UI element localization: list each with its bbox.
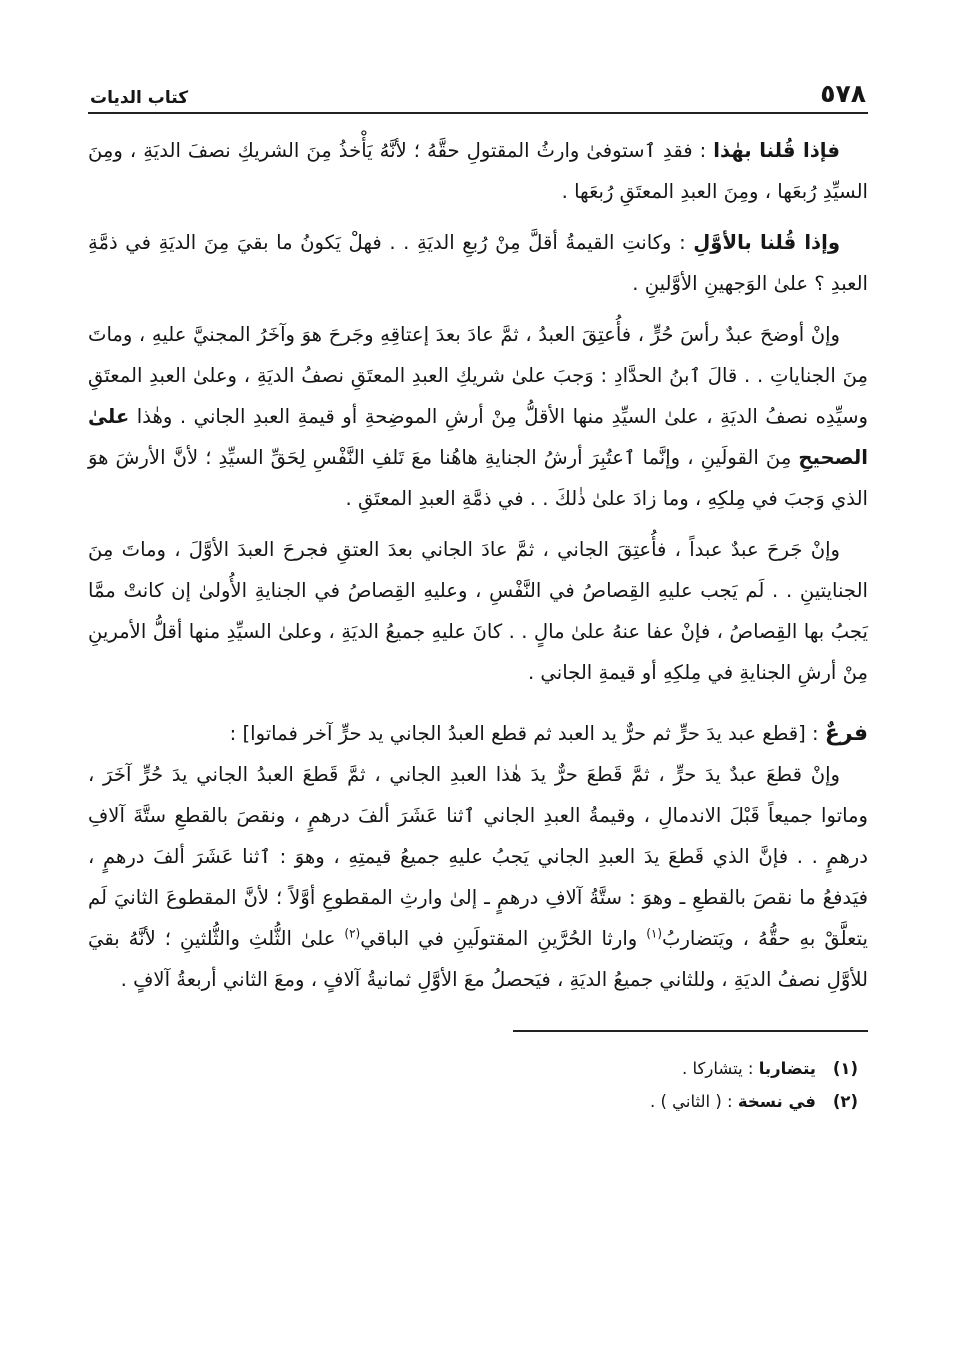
branch-heading (88, 713, 868, 754)
footnote-2-term: في نسخة (737, 1092, 816, 1111)
paragraph-4-text: وإنْ جَرحَ عبدٌ عبداً ، فأُعتِقَ الجاني ، ثمَّ عادَ الجاني بعدَ العتقِ فجرحَ العبدَ الأوَّلَ ، وماتَ مِنَ الجنايتينِ . . لَم يَجب عليهِ القِصاصُ في النَّفْسِ ، وعليهِ القِصاصُ في الجنايةِ الأُولىٰ إن كانتْ ممَّا يَجبُ بها القِصاصُ ، فإنْ عفا عنهُ علىٰ مالٍ . . كانَ عليهِ جميعُ الديَةِ ، وعلىٰ السيِّدِ منها أقلُّ الأمرينِ مِنْ أرشِ الجنايةِ في مِلكِهِ أو قيمةِ الجاني . (88, 538, 868, 684)
paragraph-6-text-after: علىٰ الثُّلثِ والثُّلثينِ ؛ لأنَّهُ بقيَ للأوَّلِ نصفُ الديَةِ ، وللثاني جميعُ الديَةِ ، فيَحصلُ معَ الأوَّلِ ثمانيةُ آلافٍ ، ومعَ الثاني أربعةُ آلافٍ . (88, 927, 868, 991)
paragraph-6-text-before: وإنْ قطعَ عبدٌ يدَ حرٍّ ، ثمَّ قَطعَ حرٌّ يدَ هٰذا العبدِ الجاني ، ثمَّ قَطعَ العبدُ الجاني يدَ حُرٍّ آخَرَ ، وماتوا جميعاً قَبْلَ الاندمالِ ، وقيمةُ العبدِ الجاني ٱثنا عَشَرَ ألفَ درهمٍ ، ونقصَ بالقطعِ ستَّةَ آلافِ درهمٍ . . فإنَّ الذي قَطعَ يدَ العبدِ الجاني يَجبُ عليهِ جميعُ قيمتِهِ ، وهوَ : ٱثنا عَشَرَ ألفَ درهمٍ ، فيَدفعُ ما نقصَ بالقطعِ ـ وهوَ : ستَّةُ آلافِ درهمٍ ـ إلىٰ وارثِ المقطوعِ أوَّلاً ؛ لأنَّ المقطوعَ الثانيَ لَم يتعلَّقْ بهِ حقُّهُ ، ويَتضاربُ (88, 763, 868, 950)
branch-title: : [قطع عبد يدَ حرٍّ ثم حرٌّ يد العبد ثم قطع العبدُ الجاني يد حرٍّ آخر فماتوا] : (229, 722, 825, 745)
footnote-ref-2[interactable]: (٢) (344, 926, 361, 941)
main-text (88, 130, 868, 1000)
paragraph-1-lead: فإذا قُلنا بهٰذا (713, 139, 840, 162)
footnote-2-number: (٢) (832, 1092, 858, 1111)
paragraph-3-emphasis: علىٰ الصحيحِ (88, 405, 868, 469)
paragraph-3-text-before: وإنْ أوضحَ عبدٌ رأسَ حُرٍّ ، فأُعتِقَ العبدُ ، ثمَّ عادَ بعدَ إعتاقِهِ وجَرحَ هوَ وآخَرُ المجنيَّ عليهِ ، وماتَ مِنَ الجناياتِ . . قالَ ٱبنُ الحدَّادِ : وَجبَ علىٰ شريكِ العبدِ المعتَقِ نصفُ الديَةِ ، وعلىٰ العبدِ المعتَقِ وسيِّدِه نصفُ الديَةِ ، علىٰ السيِّدِ منها الأقلُّ مِنْ أرشِ الموضِحةِ أو قيمةِ العبدِ الجاني . وهٰذا (88, 323, 868, 428)
footnotes (88, 1052, 868, 1118)
paragraph-1-text: : فقدِ ٱستوفىٰ وارثُ المقتولِ حقَّهُ ؛ لأنَّهُ يَأْخذُ مِنَ الشريكِ نصفَ الديَةِ ، ومِنَ السيِّدِ رُبعَها ، ومِنَ العبدِ المعتَقِ رُبعَها . (88, 139, 868, 203)
paragraph-1 (88, 130, 868, 212)
footnote-ref-1[interactable]: (١) (646, 926, 663, 941)
page-number: ٥٧٨ (820, 79, 866, 108)
paragraph-4 (88, 529, 868, 693)
paragraph-2-lead: وإذا قُلنا بالأوَّلِ (693, 231, 840, 254)
footnote-divider (513, 1030, 868, 1032)
footnote-1-number: (١) (832, 1059, 858, 1078)
footnote-1-text: : يتشاركا . (682, 1059, 759, 1078)
footnote-1 (88, 1052, 868, 1085)
paragraph-2 (88, 222, 868, 304)
paragraph-3 (88, 314, 868, 519)
paragraph-3-text-after: مِنَ القولَينِ ، وإنَّما ٱعتُبِرَ أرشُ الجنايةِ هاهُنا معَ تَلفِ النَّفْسِ لِحَقِّ السيِّدِ ؛ لأنَّ الأرشَ هوَ الذي وَجبَ في مِلكِهِ ، وما زادَ علىٰ ذٰلكَ . . في ذمَّةِ العبدِ المعتَقِ . (88, 446, 868, 510)
paragraph-6 (88, 754, 868, 1000)
paragraph-6-text-middle: وارثا الحُرَّينِ المقتولَينِ في الباقي (360, 927, 647, 950)
book-page (88, 70, 868, 1118)
running-title: كتاب الديات (90, 88, 189, 108)
footnote-2-text: : ( الثاني ) . (649, 1092, 738, 1111)
footnote-2 (88, 1085, 868, 1118)
branch-label: فرعٌ (824, 721, 868, 746)
running-header (88, 70, 868, 114)
paragraph-2-text: : وكانتِ القيمةُ أقلَّ مِنْ رُبعِ الديَةِ . . فهلْ يَكونُ ما بقيَ مِنَ الديَةِ في ذمَّةِ العبدِ ؟ علىٰ الوَجهينِ الأوَّلينِ . (88, 231, 868, 295)
footnote-1-term: يتضاربا (758, 1059, 816, 1078)
